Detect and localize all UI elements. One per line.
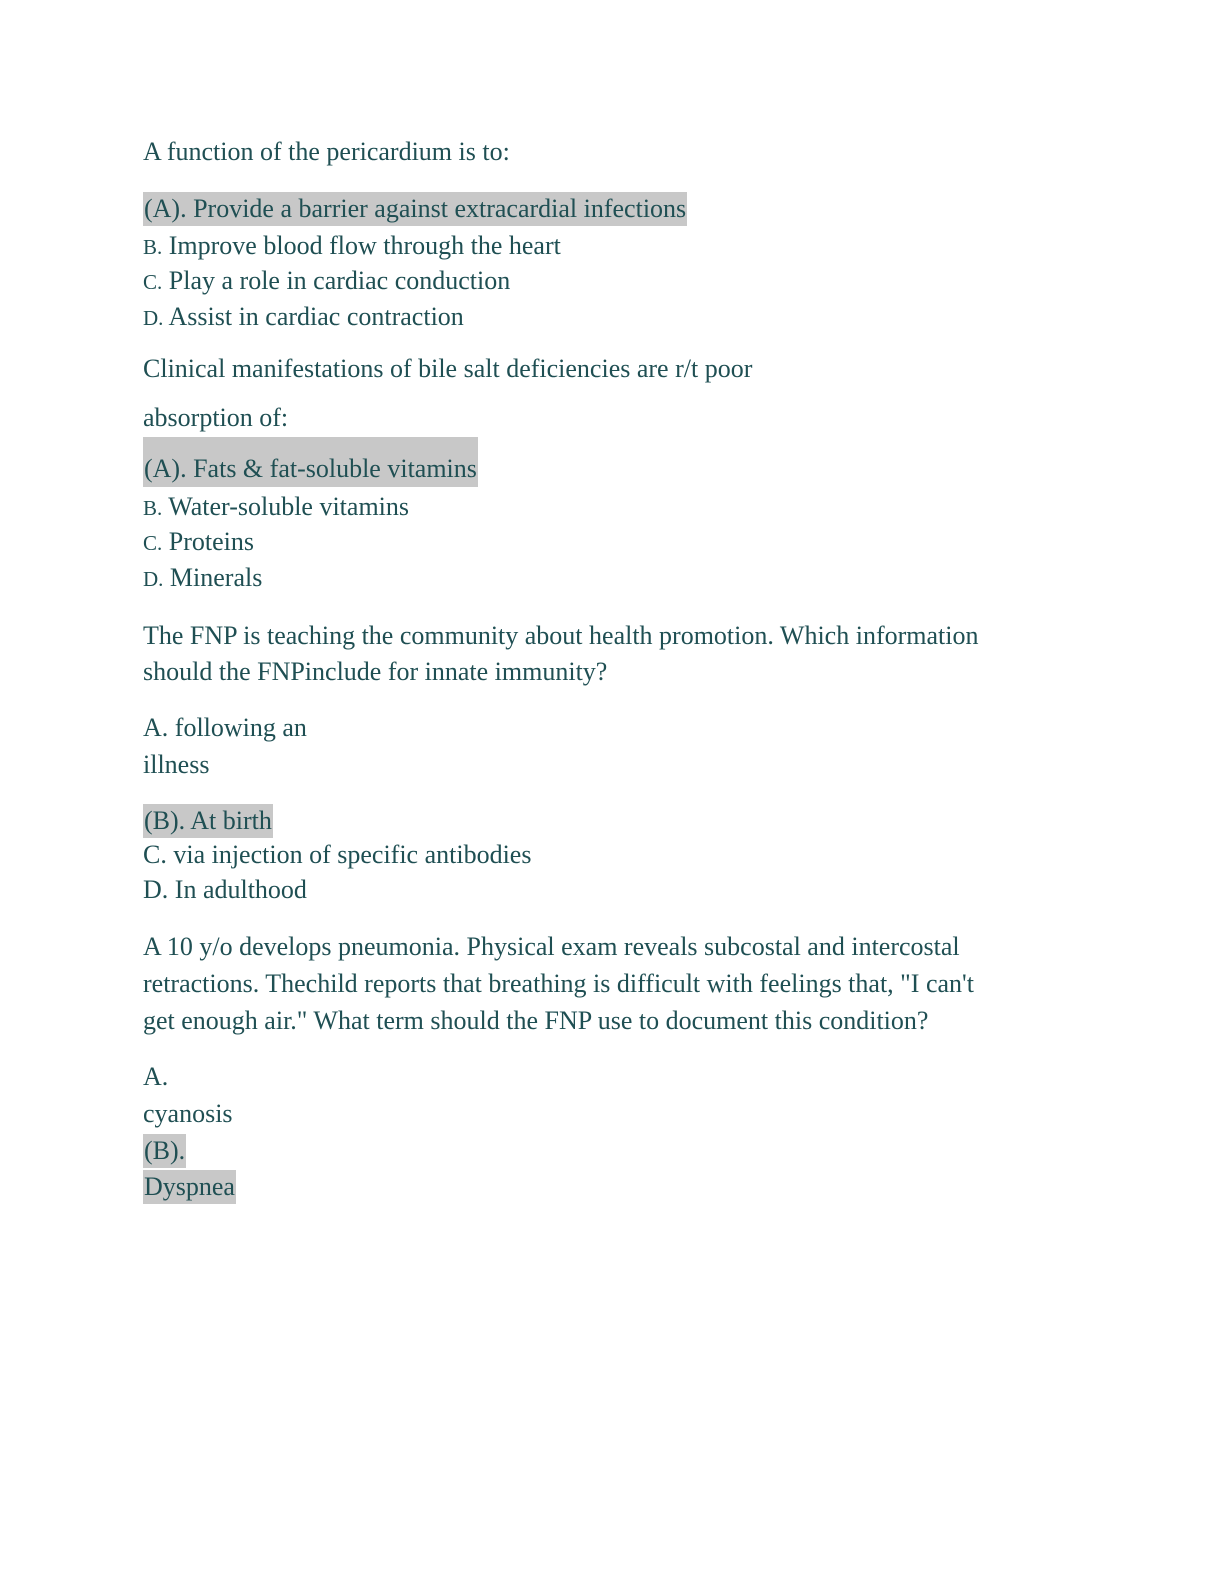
question-4-option-b-letter: (B). — [143, 1135, 186, 1167]
option-letter: (A). — [144, 454, 187, 483]
option-text: Play a role in cardiac conduction — [168, 266, 511, 295]
question-2-option-d — [143, 562, 262, 595]
question-4-option-b-text: Dyspnea — [143, 1171, 236, 1203]
option-text: via injection of specific antibodies — [173, 840, 532, 869]
option-text: Assist in cardiac contraction — [168, 302, 464, 331]
option-letter: (B). — [144, 806, 186, 835]
question-3-stem-line-2: should the FNPinclude for innate immunity? — [143, 657, 608, 686]
option-letter: D. — [143, 875, 169, 904]
question-3-stem-line-1: The FNP is teaching the community about health promotion. Which information — [143, 621, 979, 650]
question-4-stem-line-1: A 10 y/o develops pneumonia. Physical exam reveals subcostal and intercostal — [143, 932, 960, 961]
option-letter: D. — [143, 567, 164, 591]
question-3-option-b — [143, 805, 273, 837]
option-text: In adulthood — [174, 875, 307, 904]
question-4-stem-line-2: retractions. Thechild reports that breathing is difficult with feelings that, "I can't — [143, 969, 974, 998]
option-text: following an — [174, 713, 307, 742]
question-3-option-c — [143, 839, 531, 871]
option-letter: D. — [143, 306, 164, 330]
question-1-option-a — [143, 193, 687, 225]
option-text: Improve blood flow through the heart — [168, 231, 561, 260]
question-1-option-d — [143, 301, 464, 334]
option-text: At birth — [190, 806, 272, 835]
question-3-option-a-continuation: illness — [143, 750, 210, 779]
option-text: Provide a barrier against extracardial infections — [193, 194, 687, 223]
question-1-option-b — [143, 230, 561, 263]
option-text: Proteins — [168, 527, 254, 556]
question-4-option-a-letter: A. — [143, 1062, 169, 1091]
question-2-stem-line-1: Clinical manifestations of bile salt deficiencies are r/t poor — [143, 354, 753, 383]
option-letter: (A). — [144, 194, 187, 223]
option-letter: B. — [143, 235, 163, 259]
option-letter: C. — [143, 840, 167, 869]
option-text: Water-soluble vitamins — [168, 492, 410, 521]
option-text: Minerals — [169, 563, 263, 592]
question-1-option-c — [143, 265, 510, 298]
option-letter: B. — [143, 496, 163, 520]
option-text: Fats & fat-soluble vitamins — [193, 454, 477, 483]
question-3-option-a — [143, 712, 307, 744]
option-letter: A. — [143, 713, 169, 742]
question-2-option-c — [143, 526, 254, 559]
option-letter: C. — [143, 531, 163, 555]
question-2-stem-line-2: absorption of: — [143, 403, 289, 432]
question-2-option-a — [143, 437, 478, 487]
option-letter: C. — [143, 270, 163, 294]
question-1-stem: A function of the pericardium is to: — [143, 137, 510, 166]
question-4-option-a-text: cyanosis — [143, 1099, 233, 1128]
question-2-option-b — [143, 491, 409, 524]
question-3-option-d — [143, 874, 307, 906]
question-4-stem-line-3: get enough air." What term should the FNP use to document this condition? — [143, 1006, 929, 1035]
